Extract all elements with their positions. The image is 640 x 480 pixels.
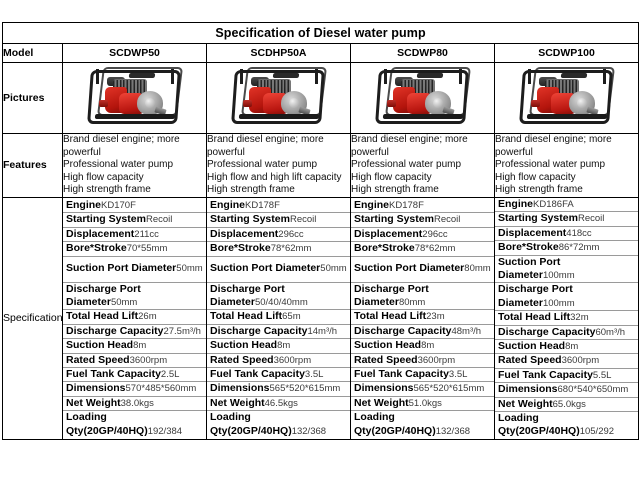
- spec-key: Starting System: [66, 213, 146, 226]
- spec-value: 38.0kgs: [120, 397, 154, 409]
- spec-key: Loading: [354, 411, 395, 424]
- feature-line: Professional water pump: [207, 159, 318, 171]
- spec-value: KD178F: [245, 199, 280, 211]
- feature-line: High strength frame: [495, 184, 583, 196]
- spec-value: 50/40/40mm: [254, 296, 308, 308]
- feature-line: powerful: [351, 146, 389, 158]
- spec-grid-4: [495, 198, 638, 439]
- spec-row-fuel-tank: [207, 367, 350, 381]
- spec-value: 418cc: [566, 227, 592, 239]
- row-label-pictures: Pictures: [3, 63, 63, 134]
- spec-key: Suction Head: [498, 340, 566, 353]
- spec-row-net-weight: [495, 397, 638, 411]
- spec-value: 8m: [565, 341, 579, 353]
- feature-line: Professional water pump: [495, 159, 606, 171]
- spec-value: 100mm: [542, 270, 575, 281]
- spec-row-engine: [63, 199, 206, 213]
- spec-key: Starting System: [210, 213, 290, 226]
- spec-value: 3.5L: [448, 368, 468, 380]
- spec-key: Qty(20GP/40HQ): [210, 424, 292, 437]
- spec-key: Dimensions: [354, 382, 414, 395]
- spec-cell-1: [63, 197, 207, 439]
- spec-key: Diameter: [210, 295, 255, 308]
- spec-value: 192/384: [147, 425, 183, 437]
- spec-row-suction-head: [351, 339, 494, 353]
- model-name-3: SCDWP80: [351, 44, 495, 63]
- spec-key: Total Head Lift: [354, 310, 427, 323]
- spec-value: 32m: [570, 312, 589, 324]
- spec-row-bore-stroke: [63, 242, 206, 256]
- spec-key: Qty(20GP/40HQ): [354, 424, 436, 437]
- spec-key: Discharge Port: [66, 282, 141, 295]
- spec-row-suction-port: [63, 256, 206, 282]
- spec-row-dimensions: [207, 382, 350, 396]
- spec-value: Recoil: [433, 214, 461, 226]
- spec-key: Engine: [66, 198, 102, 211]
- features-cell-1: [63, 134, 207, 198]
- spec-key: Engine: [210, 198, 246, 211]
- spec-value: 565*520*615mm: [269, 383, 341, 395]
- feature-line: Brand diesel engine; more: [495, 134, 612, 145]
- spec-value: 5.5L: [592, 369, 612, 381]
- spec-cell-4: [495, 197, 639, 439]
- spec-value: 14m³/h: [307, 325, 338, 337]
- spec-row-displacement: [495, 226, 638, 240]
- spec-row-suction-head: [207, 339, 350, 353]
- spec-key: Net Weight: [354, 396, 409, 409]
- spec-value: 132/368: [291, 425, 327, 437]
- spec-value: 211cc: [134, 228, 159, 240]
- spec-row-dimensions: [495, 383, 638, 397]
- product-image-2: [207, 63, 351, 134]
- feature-line: High strength frame: [351, 184, 439, 196]
- spec-row-suction-head: [63, 339, 206, 353]
- spec-key: Suction Port Diameter: [66, 262, 177, 275]
- spec-value: 60m³/h: [595, 326, 626, 338]
- spec-row-starting-system: [63, 213, 206, 227]
- spec-row-discharge-capacity: [351, 324, 494, 338]
- spec-key: Diameter: [354, 295, 399, 308]
- spec-row-suction-head: [495, 340, 638, 354]
- feature-line: High strength frame: [207, 184, 295, 196]
- model-row: [3, 44, 639, 63]
- spec-key: Displacement: [498, 226, 567, 239]
- spec-key: Rated Speed: [66, 353, 130, 366]
- spec-value: 50mm: [176, 263, 203, 275]
- spec-value: 570*485*560mm: [125, 383, 197, 395]
- spec-row-discharge-capacity: [495, 325, 638, 339]
- spec-row-dimensions: [351, 382, 494, 396]
- spec-value: Recoil: [577, 213, 605, 225]
- spec-value: 23m: [426, 311, 445, 323]
- spec-value: 3600rpm: [561, 355, 600, 367]
- spec-key: Net Weight: [498, 397, 553, 410]
- model-name-2: SCDHP50A: [207, 44, 351, 63]
- spec-row-fuel-tank: [351, 367, 494, 381]
- feature-line: High flow capacity: [495, 171, 576, 183]
- spec-row-fuel-tank: [63, 367, 206, 381]
- spec-value: 50mm: [110, 296, 138, 308]
- feature-line: powerful: [495, 146, 533, 158]
- spec-cell-3: [351, 197, 495, 439]
- spec-value: 100mm: [542, 297, 575, 309]
- spec-key: Suction Port Diameter: [354, 262, 465, 275]
- spec-value: 296cc: [278, 228, 304, 240]
- specification-table: [2, 22, 639, 440]
- spec-key: Discharge Port: [210, 282, 285, 295]
- spec-row-dimensions: [63, 382, 206, 396]
- spec-key: Starting System: [498, 212, 578, 225]
- spec-key: Qty(20GP/40HQ): [498, 425, 580, 438]
- spec-value: 3600rpm: [129, 354, 168, 366]
- spec-row-net-weight: [351, 396, 494, 410]
- spec-key: Discharge Capacity: [354, 324, 452, 337]
- spec-key: Suction Head: [354, 339, 422, 352]
- spec-value: KD178F: [389, 199, 424, 211]
- spec-row-loading-qty: [351, 411, 494, 438]
- spec-value: 78*62mm: [414, 243, 456, 255]
- spec-key: Suction Head: [66, 339, 134, 352]
- spec-value: 48m³/h: [451, 325, 482, 337]
- page-title: Specification of Diesel water pump: [3, 23, 639, 44]
- spec-row-rated-speed: [207, 353, 350, 367]
- spec-key: Rated Speed: [210, 353, 274, 366]
- spec-key: Fuel Tank Capacity: [210, 367, 305, 380]
- spec-value: 8m: [421, 340, 435, 352]
- spec-row-engine: [495, 198, 638, 212]
- spec-row-net-weight: [207, 396, 350, 410]
- row-label-features: Features: [3, 134, 63, 198]
- feature-line: powerful: [207, 146, 245, 158]
- spec-key: Loading: [210, 411, 251, 424]
- product-image-4: [495, 63, 639, 134]
- spec-row-total-head-lift: [351, 310, 494, 324]
- spec-value: 296cc: [422, 228, 448, 240]
- spec-row-total-head-lift: [207, 310, 350, 324]
- spec-row-discharge-port: [207, 282, 350, 310]
- spec-key: Bore*Stroke: [66, 242, 127, 255]
- diesel-water-pump-icon: [515, 67, 619, 129]
- spec-value: 3.5L: [304, 368, 324, 380]
- spec-key: Total Head Lift: [210, 310, 283, 323]
- spec-value: 46.5kgs: [264, 397, 298, 409]
- spec-key: Loading: [498, 412, 539, 425]
- spec-row-displacement: [207, 227, 350, 241]
- feature-line: High flow and high lift capacity: [207, 171, 342, 183]
- spec-value: 132/368: [435, 425, 471, 437]
- spec-value: 80mm: [464, 263, 491, 275]
- spec-value: 8m: [277, 340, 291, 352]
- spec-key: Discharge Capacity: [66, 324, 164, 337]
- specification-row: [3, 197, 639, 439]
- row-label-model: Model: [3, 44, 63, 63]
- spec-key: Total Head Lift: [498, 311, 571, 324]
- spec-row-total-head-lift: [63, 310, 206, 324]
- spec-value: Recoil: [289, 214, 317, 226]
- spec-key: Fuel Tank Capacity: [498, 368, 593, 381]
- spec-row-rated-speed: [495, 354, 638, 368]
- spec-key: Net Weight: [210, 396, 265, 409]
- spec-row-displacement: [63, 227, 206, 241]
- spec-value: 680*540*650mm: [557, 384, 629, 396]
- pictures-row: [3, 63, 639, 134]
- spec-row-loading-qty: [495, 412, 638, 439]
- spec-row-suction-port: [495, 255, 638, 283]
- spec-row-bore-stroke: [351, 242, 494, 256]
- features-row: [3, 134, 639, 198]
- spec-row-suction-port: [207, 256, 350, 282]
- spec-row-loading-qty: [207, 411, 350, 438]
- spec-row-fuel-tank: [495, 368, 638, 382]
- spec-key: Dimensions: [210, 382, 270, 395]
- features-cell-2: [207, 134, 351, 198]
- spec-key: Diameter: [498, 296, 543, 309]
- spec-key: Diameter: [498, 269, 543, 281]
- spec-key: Fuel Tank Capacity: [354, 367, 449, 380]
- features-cell-3: [351, 134, 495, 198]
- spec-row-suction-port: [351, 256, 494, 282]
- spec-key: Suction Port Diameter: [210, 262, 321, 275]
- spec-key: Dimensions: [498, 383, 558, 396]
- table-title-row: [3, 23, 639, 44]
- spec-row-rated-speed: [63, 353, 206, 367]
- feature-line: High flow capacity: [351, 171, 432, 183]
- spec-key: Displacement: [66, 227, 135, 240]
- spec-value: 26m: [138, 311, 157, 323]
- spec-value: KD170F: [101, 199, 136, 211]
- feature-line: High strength frame: [63, 184, 151, 196]
- spec-key: Discharge Port: [354, 282, 429, 295]
- spec-key: Suction Head: [210, 339, 278, 352]
- spec-row-starting-system: [495, 212, 638, 226]
- spec-key: Starting System: [354, 213, 434, 226]
- spec-key: Bore*Stroke: [210, 242, 271, 255]
- spec-key: Discharge Capacity: [210, 324, 308, 337]
- spec-row-discharge-capacity: [207, 324, 350, 338]
- spec-value: 105/292: [579, 426, 615, 438]
- feature-line: Professional water pump: [63, 159, 174, 171]
- spec-row-discharge-port: [495, 283, 638, 311]
- spec-value: 8m: [133, 340, 147, 352]
- spec-row-total-head-lift: [495, 311, 638, 325]
- spec-row-discharge-port: [63, 282, 206, 310]
- feature-line: High flow capacity: [63, 171, 144, 183]
- features-cell-4: [495, 134, 639, 198]
- spec-row-loading-qty: [63, 411, 206, 438]
- spec-value: 565*520*615mm: [413, 383, 485, 395]
- spec-value: KD186FA: [533, 198, 574, 210]
- spec-grid-2: [207, 199, 350, 438]
- feature-line: Brand diesel engine; more: [207, 134, 324, 145]
- diesel-water-pump-icon: [83, 67, 187, 129]
- feature-line: Brand diesel engine; more: [351, 134, 468, 145]
- spec-value: 50mm: [320, 263, 347, 275]
- spec-row-discharge-capacity: [63, 324, 206, 338]
- spec-key: Displacement: [354, 227, 423, 240]
- spec-value: 2.5L: [160, 368, 180, 380]
- spec-value: 80mm: [398, 296, 426, 308]
- row-label-specification: Specification: [3, 197, 63, 439]
- spec-key: Bore*Stroke: [354, 242, 415, 255]
- spec-row-rated-speed: [351, 353, 494, 367]
- spec-value: 78*62mm: [270, 243, 312, 255]
- spec-key: Engine: [354, 198, 390, 211]
- spec-key: Total Head Lift: [66, 310, 139, 323]
- spec-key: Discharge Port: [498, 283, 573, 296]
- feature-line: Brand diesel engine; more: [63, 134, 180, 145]
- spec-key: Engine: [498, 197, 534, 210]
- diesel-water-pump-icon: [227, 67, 331, 129]
- spec-row-net-weight: [63, 396, 206, 410]
- spec-row-displacement: [351, 227, 494, 241]
- spec-key: Diameter: [66, 295, 111, 308]
- diesel-water-pump-icon: [371, 67, 475, 129]
- spec-row-bore-stroke: [495, 241, 638, 255]
- spec-row-engine: [207, 199, 350, 213]
- product-image-1: [63, 63, 207, 134]
- spec-key: Dimensions: [66, 382, 126, 395]
- spec-key: Loading: [66, 411, 107, 424]
- spec-key: Discharge Capacity: [498, 325, 596, 338]
- spec-grid-3: [351, 199, 494, 438]
- spec-key: Rated Speed: [498, 354, 562, 367]
- spec-cell-2: [207, 197, 351, 439]
- model-name-1: SCDWP50: [63, 44, 207, 63]
- spec-key: Suction Port: [498, 255, 561, 268]
- spec-row-bore-stroke: [207, 242, 350, 256]
- spec-value: 27.5m³/h: [163, 325, 201, 337]
- spec-row-starting-system: [207, 213, 350, 227]
- model-name-4: SCDWP100: [495, 44, 639, 63]
- spec-value: Recoil: [145, 214, 173, 226]
- product-image-3: [351, 63, 495, 134]
- spec-value: 51.0kgs: [408, 397, 442, 409]
- spec-value: 3600rpm: [417, 354, 456, 366]
- spec-key: Bore*Stroke: [498, 241, 559, 254]
- spec-row-starting-system: [351, 213, 494, 227]
- feature-line: powerful: [63, 146, 101, 158]
- spec-key: Displacement: [210, 227, 279, 240]
- spec-row-engine: [351, 199, 494, 213]
- spec-key: Net Weight: [66, 396, 121, 409]
- feature-line: Professional water pump: [351, 159, 462, 171]
- spec-key: Fuel Tank Capacity: [66, 367, 161, 380]
- spec-key: Qty(20GP/40HQ): [66, 424, 148, 437]
- spec-value: 65.0kgs: [552, 398, 586, 410]
- spec-value: 70*55mm: [126, 243, 168, 255]
- spec-value: 65m: [282, 311, 301, 323]
- spec-grid-1: [63, 199, 206, 438]
- spec-value: 86*72mm: [558, 242, 600, 254]
- spec-value: 3600rpm: [273, 354, 312, 366]
- spec-key: Rated Speed: [354, 353, 418, 366]
- spec-row-discharge-port: [351, 282, 494, 310]
